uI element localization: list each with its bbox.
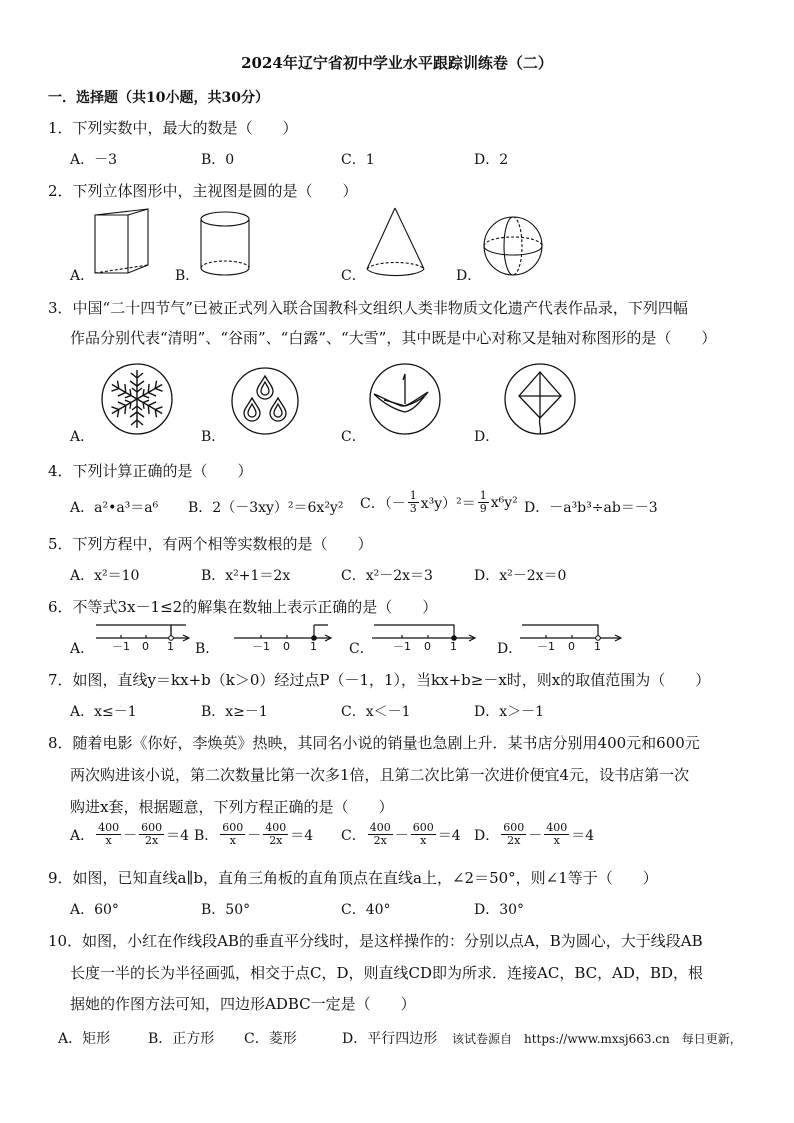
numerator: 600	[503, 821, 525, 834]
tick-label-1: 1	[450, 640, 457, 653]
page-title: 2024年辽宁省初中学业水平跟踪训练卷（二）	[241, 54, 553, 72]
q9-option-c[interactable]: C．40°	[341, 902, 391, 918]
q10-option-c[interactable]: C．菱形	[244, 1031, 297, 1047]
q4-option-b[interactable]: B．2（－3xy）²＝6x²y²	[188, 500, 344, 516]
q3-line1: 3．中国“二十四节气”已被正式列入联合国教科文组织人类非物质文化遗产代表作品录，下列四幅	[48, 299, 688, 317]
tick-label-1: 1	[310, 640, 317, 653]
tick-label-0: 0	[424, 640, 431, 653]
q2-option-b[interactable]: B．	[175, 268, 200, 284]
tick-label-minus-1: －1	[252, 640, 270, 653]
cone-figure	[364, 205, 430, 280]
equals-rhs: ＝4	[166, 827, 190, 844]
equals-rhs: ＝4	[571, 827, 595, 844]
tick-label-0: 0	[568, 640, 575, 653]
minus-sign: －	[394, 827, 409, 844]
q10-line2: 长度一半的长为半径画弧，相交于点C，D，则直线CD即为所求．连接AC，BC，AD，BD，根	[70, 964, 704, 982]
minus-sign: －	[528, 827, 543, 844]
q4-option-c-middle: x³y）²＝	[420, 495, 476, 512]
q1-option-a[interactable]: A．－3	[70, 152, 118, 168]
q4-option-c-prefix: C．（－	[360, 495, 406, 512]
option-label: D．	[474, 827, 500, 844]
q9-option-a[interactable]: A．60°	[70, 902, 119, 918]
q7-option-a[interactable]: A．x≤－1	[70, 704, 137, 720]
fraction	[139, 822, 164, 847]
numerator: 600	[222, 821, 244, 834]
bird-figure	[368, 362, 444, 438]
q4-option-a[interactable]: A．a²•a³＝a⁶	[70, 500, 159, 516]
q7-stem: 7．如图，直线y＝kx+b（k＞0）经过点P（－1，1），当kx+b≥－x时，则x的取值范围为（ ）	[48, 671, 711, 689]
q5-option-a[interactable]: A．x²＝10	[70, 568, 140, 584]
q2-option-a[interactable]: A．	[70, 268, 95, 284]
numerator: 1	[409, 489, 417, 502]
tick-label-minus-1: －1	[537, 640, 555, 653]
numerator: 600	[412, 821, 434, 834]
q2-stem: 2．下列立体图形中，主视图是圆的是（ ）	[48, 182, 358, 200]
denominator: x	[553, 834, 560, 847]
tick-label-1: 1	[594, 640, 601, 653]
q1-option-c[interactable]: C．1	[341, 152, 375, 168]
denominator: 2x	[145, 834, 159, 847]
q3-option-a[interactable]: A．	[70, 429, 95, 445]
q4-option-c-suffix: x⁶y²	[490, 494, 518, 511]
fraction	[411, 822, 436, 847]
q8-option-b[interactable]	[194, 822, 313, 847]
numerator: 400	[546, 821, 568, 834]
q6-option-c[interactable]: C．	[349, 641, 374, 657]
q5-option-d[interactable]: D．x²－2x＝0	[474, 568, 567, 584]
q9-option-d[interactable]: D．30°	[474, 902, 525, 918]
q6-option-b[interactable]: B．	[195, 641, 220, 657]
numerator: 400	[369, 821, 391, 834]
q2-option-c[interactable]: C．	[341, 268, 366, 284]
q6-option-a[interactable]: A．	[70, 641, 95, 657]
q3-line2: 作品分别代表“清明”、“谷雨”、“白露”、“大雪”，其中既是中心对称又是轴对称图形的是（ ）	[70, 329, 717, 347]
kite-figure	[503, 362, 579, 438]
number-line-c	[372, 620, 478, 654]
minus-sign: －	[247, 827, 262, 844]
q5-option-c[interactable]: C．x²－2x＝3	[341, 568, 433, 584]
q7-option-b[interactable]: B．x≥－1	[201, 704, 268, 720]
q7-option-c[interactable]: C．x＜－1	[341, 704, 411, 720]
tick-label-minus-1: －1	[393, 640, 411, 653]
number-line-b	[234, 620, 334, 654]
option-label: C．	[341, 827, 366, 844]
fraction	[220, 822, 245, 847]
q10-line1: 10．如图，小红在作线段AB的垂直平分线时，是这样操作的：分别以点A，B为圆心，大于线段AB	[48, 932, 703, 950]
triangular-prism-figure	[92, 207, 154, 279]
snowflake-figure	[100, 362, 176, 438]
denominator: 2x	[507, 834, 521, 847]
fraction	[368, 822, 393, 847]
fraction	[263, 822, 288, 847]
q3-option-d[interactable]: D．	[474, 429, 500, 445]
q3-option-b[interactable]: B．	[201, 429, 226, 445]
q5-stem: 5．下列方程中，有两个相等实数根的是（ ）	[48, 535, 373, 553]
denominator: 2x	[269, 834, 283, 847]
q8-line3: 购进x套，根据题意，下列方程正确的是（ ）	[70, 798, 394, 816]
numerator: 400	[265, 821, 287, 834]
q10-line3: 据她的作图方法可知，四边形ADBC一定是（ ）	[70, 995, 416, 1013]
q3-option-c[interactable]: C．	[341, 429, 366, 445]
numerator: 400	[98, 821, 120, 834]
number-line-a	[96, 620, 192, 654]
tick-label-1: 1	[167, 640, 174, 653]
q8-option-c[interactable]	[341, 822, 461, 847]
denominator: 2x	[373, 834, 387, 847]
q10-option-d[interactable]: D．平行四边形	[342, 1031, 438, 1047]
q4-stem: 4．下列计算正确的是（ ）	[48, 462, 253, 480]
q4-option-c-fraction-2	[478, 490, 489, 515]
q5-option-b[interactable]: B．x²+1＝2x	[201, 568, 291, 584]
tick-label-minus-1: －1	[112, 640, 130, 653]
numerator: 1	[479, 489, 487, 502]
number-line-d	[520, 620, 624, 654]
numerator: 600	[141, 821, 163, 834]
q4-option-d[interactable]: D．－a³b³÷ab＝－3	[524, 500, 658, 516]
fraction	[501, 822, 526, 847]
q9-stem: 9．如图，已知直线a∥b，直角三角板的直角顶点在直线a上，∠2＝50°，则∠1等于（ ）	[48, 869, 658, 887]
option-label: B．	[194, 827, 219, 844]
section-heading: 一．选择题（共10小题，共30分）	[48, 90, 269, 106]
equals-rhs: ＝4	[290, 827, 314, 844]
q1-option-d[interactable]: D．2	[474, 152, 509, 168]
denominator: 3	[409, 502, 417, 515]
q8-line2: 两次购进该小说，第二次数量比第一次多1倍，且第二次比第一次进价便宜4元，设书店第一次	[70, 766, 690, 784]
fraction	[544, 822, 569, 847]
q7-option-d[interactable]: D．x＞－1	[474, 704, 545, 720]
tick-label-0: 0	[142, 640, 149, 653]
q6-option-d[interactable]: D．	[497, 641, 523, 657]
q2-option-d[interactable]: D．	[456, 268, 482, 284]
q10-option-a[interactable]: A．矩形	[58, 1031, 111, 1047]
q9-option-b[interactable]: B．50°	[201, 902, 251, 918]
water-drops-figure	[230, 366, 302, 438]
sphere-figure	[481, 215, 547, 279]
cylinder-figure	[198, 210, 254, 280]
denominator: x	[229, 834, 236, 847]
q4-option-c-fraction-1	[408, 490, 419, 515]
q8-line1: 8．随着电影《你好，李焕英》热映，其同名小说的销量也急剧上升．某书店分别用400元和600元	[48, 734, 700, 752]
source-watermark: 该试卷源自 https://www.mxsj663.cn 每日更新，	[452, 1032, 742, 1046]
q8-option-d[interactable]	[474, 822, 594, 847]
q10-option-b[interactable]: B．正方形	[148, 1031, 215, 1047]
denominator: 9	[479, 502, 487, 515]
q6-stem: 6．不等式3x－1≤2的解集在数轴上表示正确的是（ ）	[48, 598, 438, 616]
denominator: x	[420, 834, 427, 847]
denominator: x	[105, 834, 112, 847]
fraction	[96, 822, 121, 847]
option-label: A．	[70, 827, 95, 844]
q8-option-a[interactable]	[70, 822, 189, 847]
q1-stem: 1．下列实数中，最大的数是（ ）	[48, 119, 298, 137]
q4-option-c[interactable]	[360, 490, 518, 515]
q1-option-b[interactable]: B．0	[201, 152, 235, 168]
equals-rhs: ＝4	[437, 827, 461, 844]
minus-sign: －	[123, 827, 138, 844]
tick-label-0: 0	[283, 640, 290, 653]
